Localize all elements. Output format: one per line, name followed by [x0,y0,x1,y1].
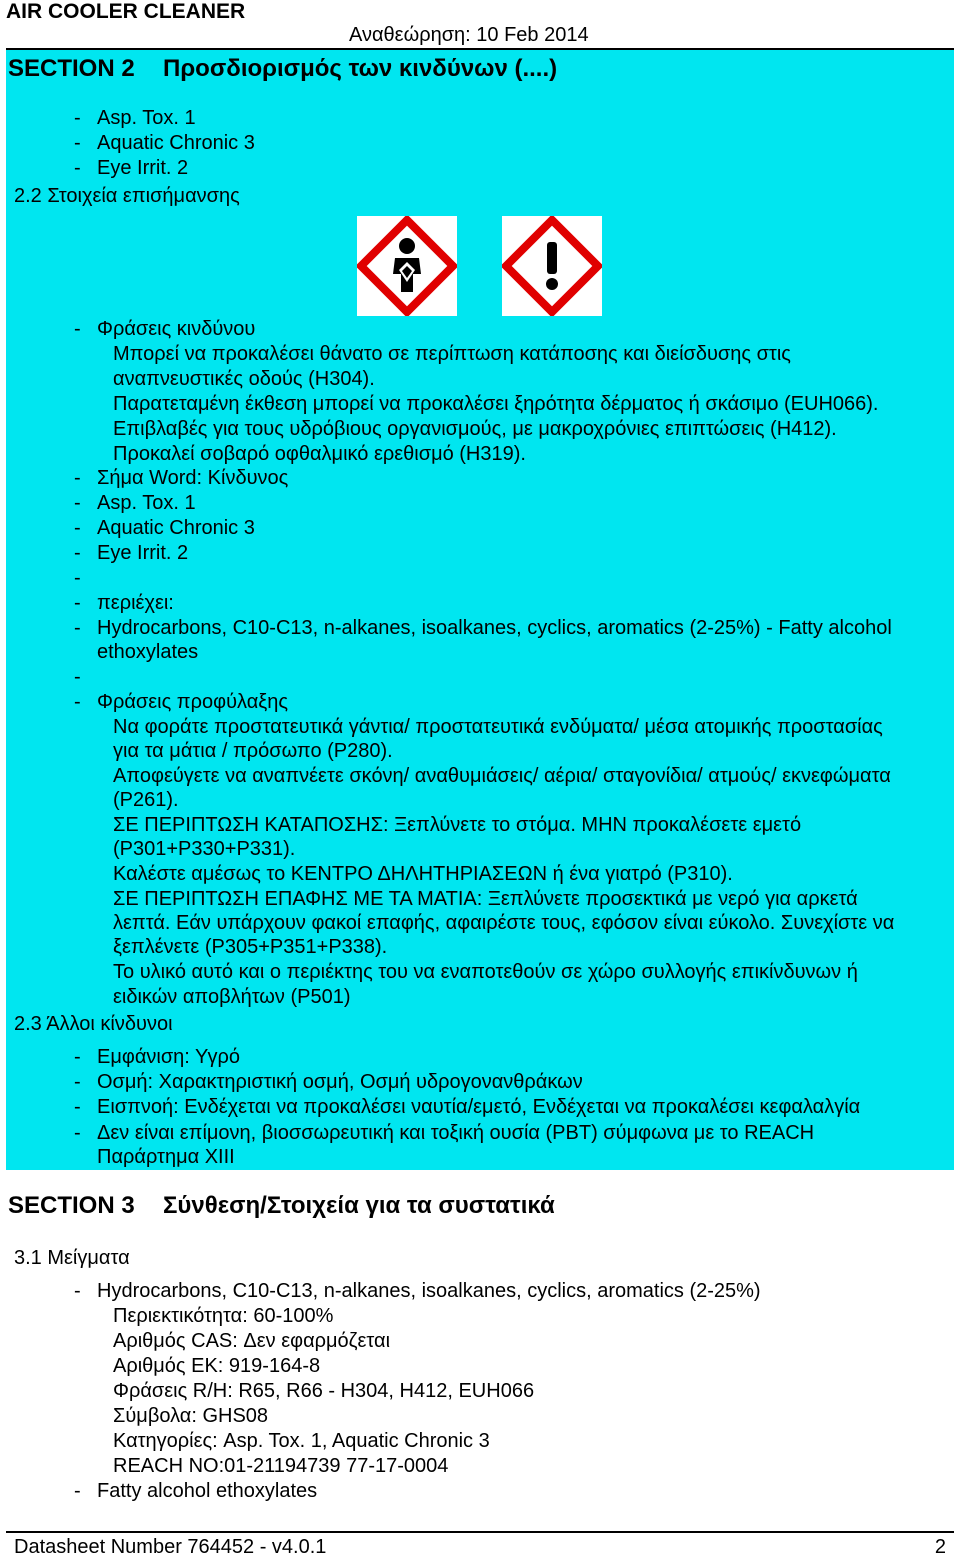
precaution-line: (P261). [113,789,179,811]
precaution-line: Καλέστε αμέσως το ΚΕΝΤΡΟ ΔΗΛΗΤΗΡΙΑΣΕΩΝ ή ένα γιατρό (P310). [113,863,733,885]
list-dash: - [74,617,81,639]
list-dash: - [74,1280,81,1302]
list-dash: - [74,467,81,489]
hazard-class-item: Eye Irrit. 2 [97,542,189,564]
page-number: 2 [934,1536,946,1558]
list-dash: - [74,132,81,154]
hazard-phrase-line: Μπορεί να προκαλέσει θάνατο σε περίπτωση κατάποσης και διείσδυσης στις [113,343,791,365]
other-hazard-line: Εισπνοή: Ενδέχεται να προκαλέσει ναυτία/εμετό, Ενδέχεται να προκαλέσει κεφαλαλγία [97,1096,861,1118]
datasheet-number: Datasheet Number 764452 - v4.0.1 [14,1536,327,1558]
section-3-title [8,1191,555,1221]
hazard-phrase-line: Επιβλαβές για τους υδρόβιους οργανισμούς, με μακροχρόνιες επιπτώσεις (H412). [113,418,837,440]
footer-divider [6,1531,954,1533]
revision-date: Αναθεώρηση: 10 Feb 2014 [349,24,589,46]
list-dash: - [74,567,81,589]
component-detail: REACH NO:01-21194739 77-17-0004 [113,1455,449,1477]
precaution-line: ξεπλένετε (P305+P351+P338). [113,936,388,958]
component-name: Fatty alcohol ethoxylates [97,1480,318,1502]
list-dash: - [74,318,81,340]
other-hazard-line: Εμφάνιση: Υγρό [97,1046,240,1068]
hazard-phrase-line: Παρατεταμένη έκθεση μπορεί να προκαλέσει ξηρότητα δέρματος ή σκάσιμο (EUH066). [113,393,879,415]
labelling-heading: 2.2 Στοιχεία επισήμανσης [14,185,240,207]
list-dash: - [74,691,81,713]
component-detail: Κατηγορίες: Asp. Tox. 1, Aquatic Chronic 3 [113,1430,490,1452]
list-dash: - [74,107,81,129]
hazard-phrase-line: Προκαλεί σοβαρό οφθαλμικό ερεθισμό (H319). [113,443,526,465]
component-detail: Αριθμός ΕΚ: 919-164-8 [113,1355,321,1377]
contains-label: περιέχει: [97,592,174,614]
list-dash: - [74,517,81,539]
section-2-heading: Προσδιορισμός των κινδύνων (....) [163,55,558,82]
list-dash: - [74,1480,81,1502]
component-detail: Περιεκτικότητα: 60-100% [113,1305,334,1327]
precaution-line: Αποφεύγετε να αναπνέετε σκόνη/ αναθυμιάσεις/ αέρια/ σταγονίδια/ ατμούς/ εκνεφώματα [113,765,891,787]
list-dash: - [74,157,81,179]
signal-word: Σήμα Word: Κίνδυνος [97,467,289,489]
component-detail: Φράσεις R/H: R65, R66 - H304, H412, EUH066 [113,1380,535,1402]
hazard-phrase-line: αναπνευστικές οδούς (H304). [113,368,375,390]
section-3-number: SECTION 3 [8,1192,135,1219]
list-dash: - [74,1122,81,1144]
list-dash: - [74,542,81,564]
precaution-line: Το υλικό αυτό και ο περιέκτης του να εναποτεθούν σε χώρο συλλογής επικίνδυνων ή [113,961,858,983]
other-hazard-line: Οσμή: Χαρακτηριστική οσμή, Οσμή υδρογονανθράκων [97,1071,583,1093]
section-2-number: SECTION 2 [8,55,135,82]
precaution-line: για τα μάτια / πρόσωπο (P280). [113,740,393,762]
precaution-line: (P301+P330+P331). [113,838,296,860]
component-detail: Σύμβολα: GHS08 [113,1405,269,1427]
contains-line: Hydrocarbons, C10-C13, n-alkanes, isoalkanes, cyclics, aromatics (2-25%) - Fatty alcohol [97,617,892,639]
mixtures-heading: 3.1 Μείγματα [14,1247,130,1269]
contains-line: ethoxylates [97,641,199,663]
component-name: Hydrocarbons, C10-C13, n-alkanes, isoalkanes, cyclics, aromatics (2-25%) [97,1280,761,1302]
hazard-class-item: Aquatic Chronic 3 [97,132,255,154]
section-3-heading: Σύνθεση/Στοιχεία για τα συστατικά [163,1192,555,1219]
list-dash: - [74,1071,81,1093]
list-dash: - [74,1046,81,1068]
list-dash: - [74,592,81,614]
precaution-line: ειδικών αποβλήτων (P501) [113,986,351,1008]
precaution-line: ΣΕ ΠΕΡΙΠΤΩΣΗ ΕΠΑΦΗΣ ΜΕ ΤΑ ΜΑΤΙΑ: Ξεπλύνετε προσεκτικά με νερό για αρκετά [113,888,858,910]
component-detail: Αριθμός CAS: Δεν εφαρμόζεται [113,1330,391,1352]
hazard-class-item: Asp. Tox. 1 [97,107,196,129]
hazard-class-item: Eye Irrit. 2 [97,157,189,179]
precaution-line: ΣΕ ΠΕΡΙΠΤΩΣΗ ΚΑΤΑΠΟΣΗΣ: Ξεπλύνετε το στόμα. ΜΗΝ προκαλέσετε εμετό [113,814,802,836]
precaution-line: λεπτά. Εάν υπάρχουν φακοί επαφής, αφαιρέστε τους, εφόσον είναι εύκολο. Συνεχίστε να [113,912,895,934]
section-2-title [8,54,557,84]
hazard-phrases-heading: Φράσεις κινδύνου [97,318,256,340]
other-hazard-line: Παράρτημα XIII [97,1146,235,1168]
hazard-class-item: Aquatic Chronic 3 [97,517,255,539]
exclamation-icon [502,216,602,316]
list-dash: - [74,666,81,688]
other-hazards-heading: 2.3 Άλλοι κίνδυνοι [14,1013,173,1035]
document-product-name: AIR COOLER CLEANER [6,0,246,23]
hazard-class-item: Asp. Tox. 1 [97,492,196,514]
precaution-line: Να φοράτε προστατευτικά γάντια/ προστατευτικά ενδύματα/ μέσα ατομικής προστασίας [113,716,883,738]
health-hazard-icon [357,216,457,316]
other-hazard-line: Δεν είναι επίμονη, βιοσσωρευτική και τοξική ουσία (PBT) σύμφωνα με το REACH [97,1122,815,1144]
precaution-heading: Φράσεις προφύλαξης [97,691,288,713]
list-dash: - [74,492,81,514]
list-dash: - [74,1096,81,1118]
